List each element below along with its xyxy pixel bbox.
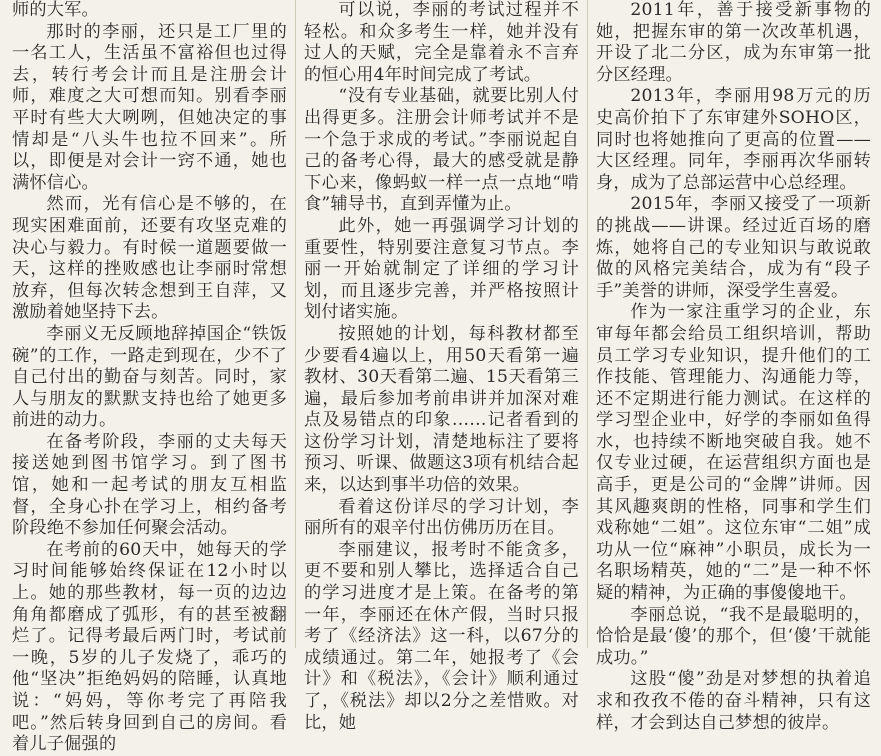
- article-column-1: [6, 0, 293, 755]
- article-paragraph: 作为一家注重学习的企业，东审每年都会给员工组织培训，帮助员工学习专业知识，提升他们的工作技能、管理能力、沟通能力等，还不定期进行能力测试。在这样的学习型企业中，好学的李丽如鱼得水，也持续不断地突破自我。她不仅专业过硬，在运营组织方面也是高手，更是公司的“金牌”讲师。因其风趣爽朗的性格，同事和学生们戏称她“二姐”。这位东审“二姐”成功从一位“麻神”小职员，成长为一名职场精英，她的“二”是一种不怀疑的精神，为正确的事傻傻地干。: [596, 302, 871, 604]
- article-paragraph: 李丽总说，“我不是最聪明的，恰恰是最‘傻’的那个，但‘傻’干就能成功。”: [596, 604, 871, 668]
- column-divider: [295, 0, 296, 648]
- article-paragraph: 李丽建议，报考时不能贪多，更不要和别人攀比，选择适合自己的学习进度才是上策。在备考的第一年，李丽还在休产假，当时只报考了《经济法》这一科，以67分的成绩通过。第二年，她报考了《会计》和《税法》，《会计》顺利通过了，《税法》却以2分之差惜败。对比，她: [304, 539, 579, 733]
- article-paragraph: 师的大军。: [12, 0, 99, 20]
- article-paragraph: 2015年，李丽又接受了一项新的挑战——讲课。经过近百场的磨炼，她将自己的专业知识与敢说敢做的风格完美结合，成为有“段子手”美誉的讲师，深受学生喜爱。: [596, 194, 871, 301]
- column-divider: [587, 0, 588, 648]
- article-column-3: [590, 0, 877, 733]
- article-paragraph: 可以说，李丽的考试过程并不轻松。和众多考生一样，她并没有过人的天赋，完全是靠着永不言弃的恒心用4年时间完成了考试。: [304, 0, 579, 85]
- article-paragraph: 然而，光有信心是不够的，在现实困难面前，还要有攻坚克难的决心与毅力。有时候一道题要做一天，这样的挫败感也让李丽时常想放弃，但每次转念想到王自萍，又激励着她坚持下去。: [12, 194, 287, 323]
- article-paragraph: 看着这份详尽的学习计划，李丽所有的艰辛付出仿佛历历在目。: [304, 496, 579, 539]
- article-paragraph: 按照她的计划，每科教材都至少要看4遍以上，用50天看第一遍教材、30天看第二遍、15天看第三遍，最后参加考前串讲并加深对难点及易错点的印象……记者看到的这份学习计划，清楚地标注了要将预习、听课、做题这3项有机结合起来，以达到事半功倍的效果。: [304, 323, 579, 496]
- article-paragraph: 2013年，李丽用98万元的历史高价拍下了东审建外SOHO区，同时也将她推向了更高的位置——大区经理。同年，李丽再次华丽转身，成为了总部运营中心总经理。: [596, 86, 871, 193]
- article-column-2: [298, 0, 585, 733]
- article-paragraph: 这股“傻”劲是对梦想的执着追求和孜孜不倦的奋斗精神，只有这样，才会到达自己梦想的彼岸。: [596, 669, 871, 733]
- article-paragraph: 那时的李丽，还只是工厂里的一名工人，生活虽不富裕但也过得去，转行考会计而且是注册会计师，难度之大可想而知。别看李丽平时有些大大咧咧，但她决定的事情却是“八头牛也拉不回来”。所以，即便是对会计一窍不通，她也满怀信心。: [12, 21, 287, 193]
- article-paragraph: “没有专业基础，就要比别人付出得更多。注册会计师考试并不是一个急于求成的考试。”李丽说起自己的备考心得，最大的感受就是静下心来，像蚂蚁一样一点一点地“啃食”辅导书，直到弄懂为止。: [304, 86, 579, 215]
- article-paragraph: 在考前的60天中，她每天的学习时间能够始终保证在12小时以上。她的那些教材，每一页的边边角角都磨成了弧形，有的甚至被翻烂了。记得考最后两门时，考试前一晚，5岁的儿子发烧了，乖巧的他“坚决”拒绝妈妈的陪睡，认真地说：“妈妈，等你考完了再陪我吧。”然后转身回到自己的房间。看着儿子倔强的: [12, 539, 287, 755]
- article-paragraph: 李丽义无反顾地辞掉国企“铁饭碗”的工作，一路走到现在，少不了自己付出的勤奋与刻苦。同时，家人与朋友的默默支持也给了她更多前进的动力。: [12, 323, 287, 431]
- article-paragraph: 2011年，善于接受新事物的她，把握东审的第一次改革机遇，开设了北二分区，成为东审第一批分区经理。: [596, 0, 871, 85]
- article-paragraph: 在备考阶段，李丽的丈夫每天接送她到图书馆学习。到了图书馆，她和一起考试的朋友互相监督，全身心扑在学习上，相约备考阶段绝不参加任何聚会活动。: [12, 431, 287, 539]
- article-paragraph: 此外，她一再强调学习计划的重要性，特别要注意复习节点。李丽一开始就制定了详细的学习计划，而且逐步完善，并严格按照计划付诸实施。: [304, 215, 579, 323]
